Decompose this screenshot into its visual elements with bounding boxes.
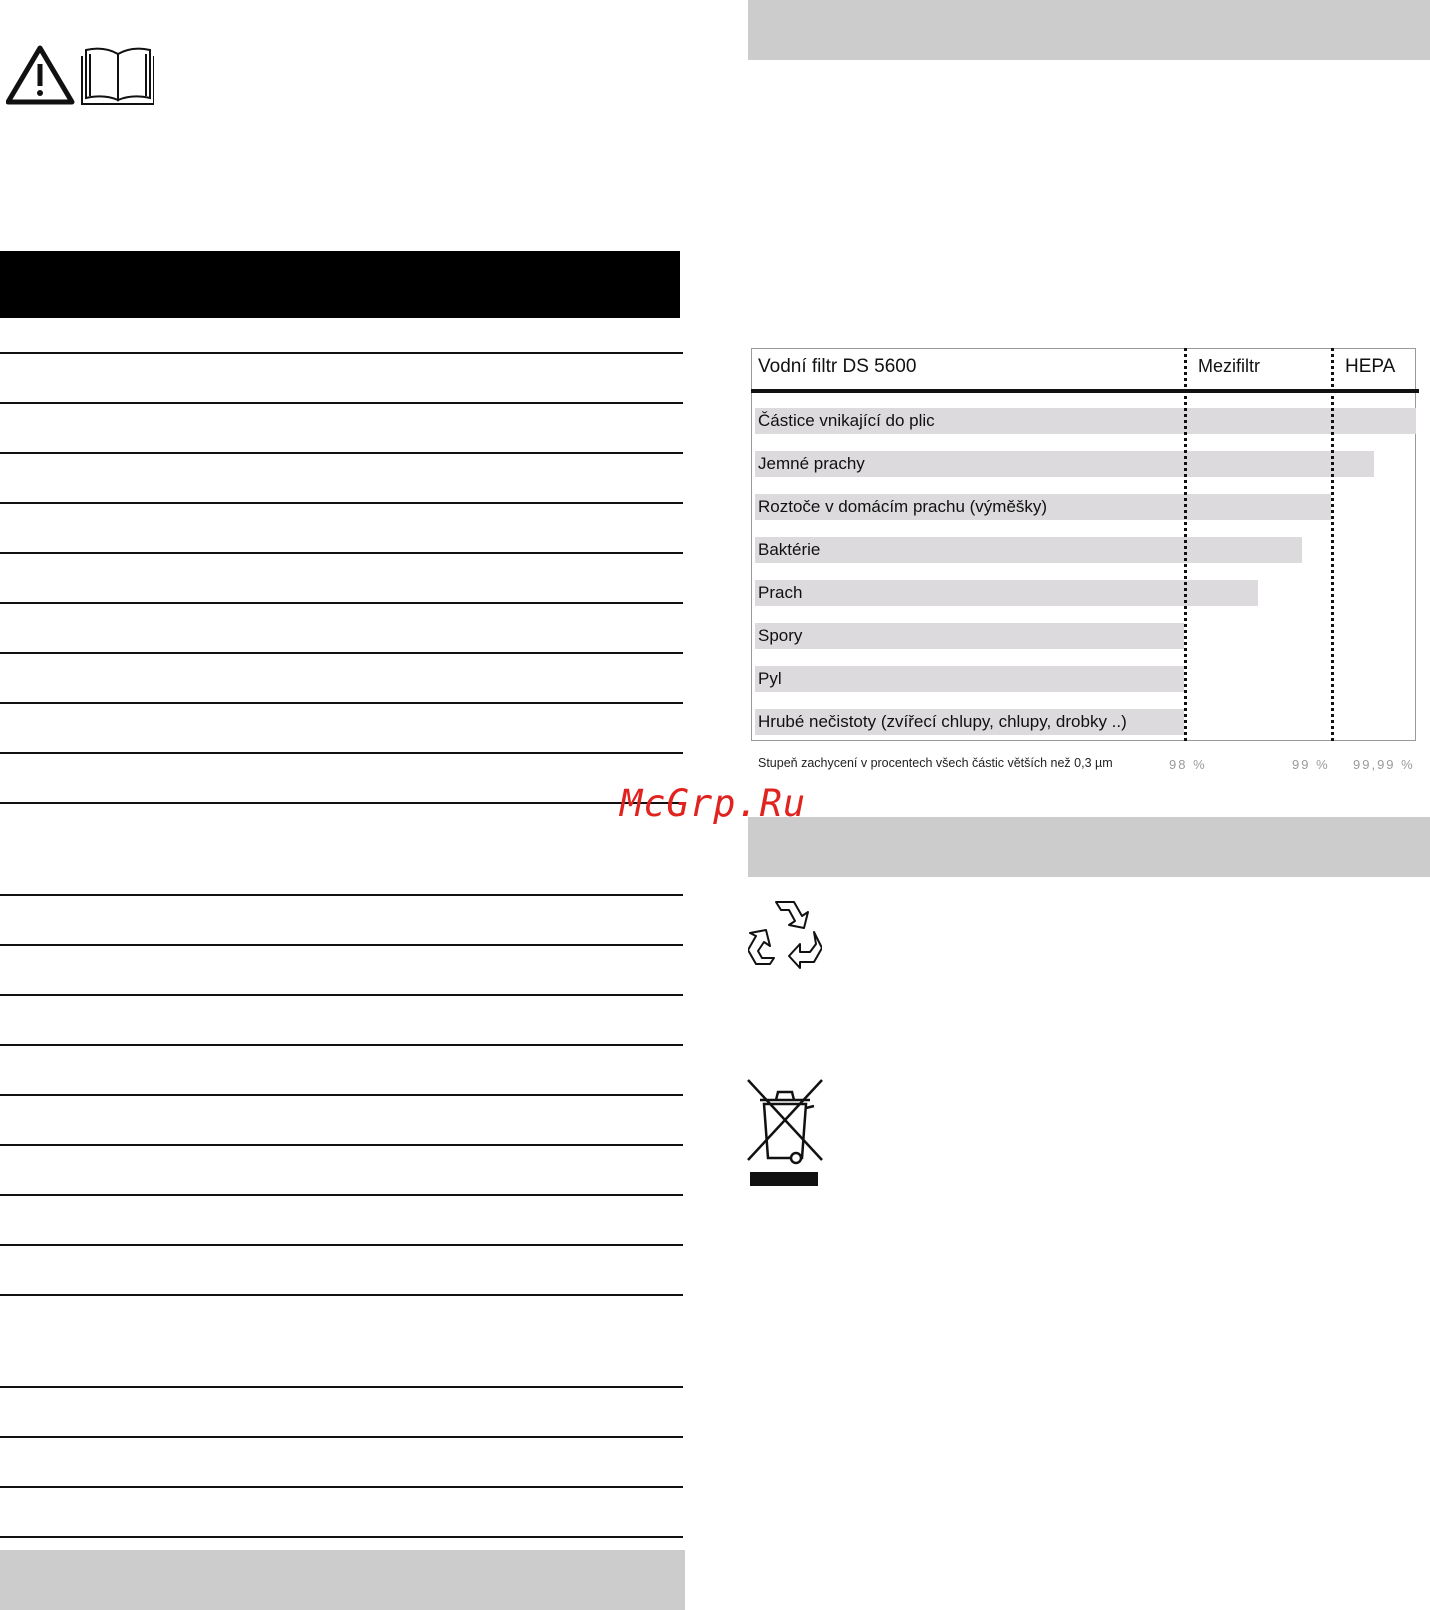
open-book-icon — [82, 49, 154, 104]
table-rule — [0, 1194, 683, 1196]
section-header-gray-mid — [748, 817, 1430, 877]
filter-bar — [755, 666, 1184, 692]
warning-triangle-icon — [8, 48, 72, 102]
category-label: Prach — [758, 583, 803, 602]
category-label: Hrubé nečistoty (zvířecí chlupy, chlupy, drobky ..) — [758, 712, 1127, 731]
table-rule — [0, 1386, 683, 1388]
section-header-black — [0, 251, 680, 318]
table-rule — [0, 1536, 683, 1538]
table-rule — [0, 452, 683, 454]
table-rule — [0, 752, 683, 754]
table-rule — [0, 1144, 683, 1146]
table-rule — [0, 1436, 683, 1438]
table-rule — [0, 652, 683, 654]
table-rule — [0, 944, 683, 946]
filter-bar — [755, 537, 1302, 563]
table-rule — [0, 502, 683, 504]
table-rule — [0, 802, 683, 804]
column-header-mezifiltr: Mezifiltr — [1198, 356, 1260, 376]
table-rule — [0, 552, 683, 554]
category-label: Spory — [758, 626, 803, 645]
tick-label-98: 98 % — [1169, 757, 1207, 772]
chart-axis-label: Stupeň zachycení v procentech všech částic větších než 0,3 µm — [758, 756, 1113, 770]
warning-manual-icons — [6, 44, 154, 106]
table-rule — [0, 1044, 683, 1046]
column-header-hepa: HEPA — [1345, 356, 1396, 377]
chart-title: Vodní filtr DS 5600 — [758, 356, 917, 377]
divider-mezifiltr — [1184, 348, 1187, 741]
section-header-gray-bottom — [0, 1550, 685, 1610]
table-rule — [0, 1486, 683, 1488]
table-rule — [0, 1294, 683, 1296]
table-rule — [0, 994, 683, 996]
category-label: Baktérie — [758, 540, 821, 559]
table-rule — [0, 602, 683, 604]
filter-efficiency-chart — [751, 348, 1419, 780]
filter-bar — [755, 580, 1258, 606]
table-rule — [0, 1094, 683, 1096]
category-label: Pyl — [758, 669, 782, 688]
table-rule — [0, 1244, 683, 1246]
tick-label-9999: 99,99 % — [1353, 757, 1415, 772]
table-rule — [0, 702, 683, 704]
watermark-text: McGrp.Ru — [620, 782, 807, 825]
table-rule — [0, 352, 683, 354]
chart-header-rule — [751, 389, 1419, 393]
crossed-out-bin-icon — [746, 1078, 824, 1190]
section-header-gray-top — [748, 0, 1430, 60]
category-label: Roztoče v domácím prachu (výměšky) — [758, 497, 1048, 516]
divider-hepa — [1331, 348, 1334, 741]
table-rule — [0, 894, 683, 896]
tick-label-99: 99 % — [1292, 757, 1330, 772]
category-label: Částice vnikající do plic — [758, 411, 935, 430]
recycling-icon — [748, 898, 822, 972]
table-rule — [0, 402, 683, 404]
filter-bar — [755, 623, 1184, 649]
category-label: Jemné prachy — [758, 454, 865, 473]
